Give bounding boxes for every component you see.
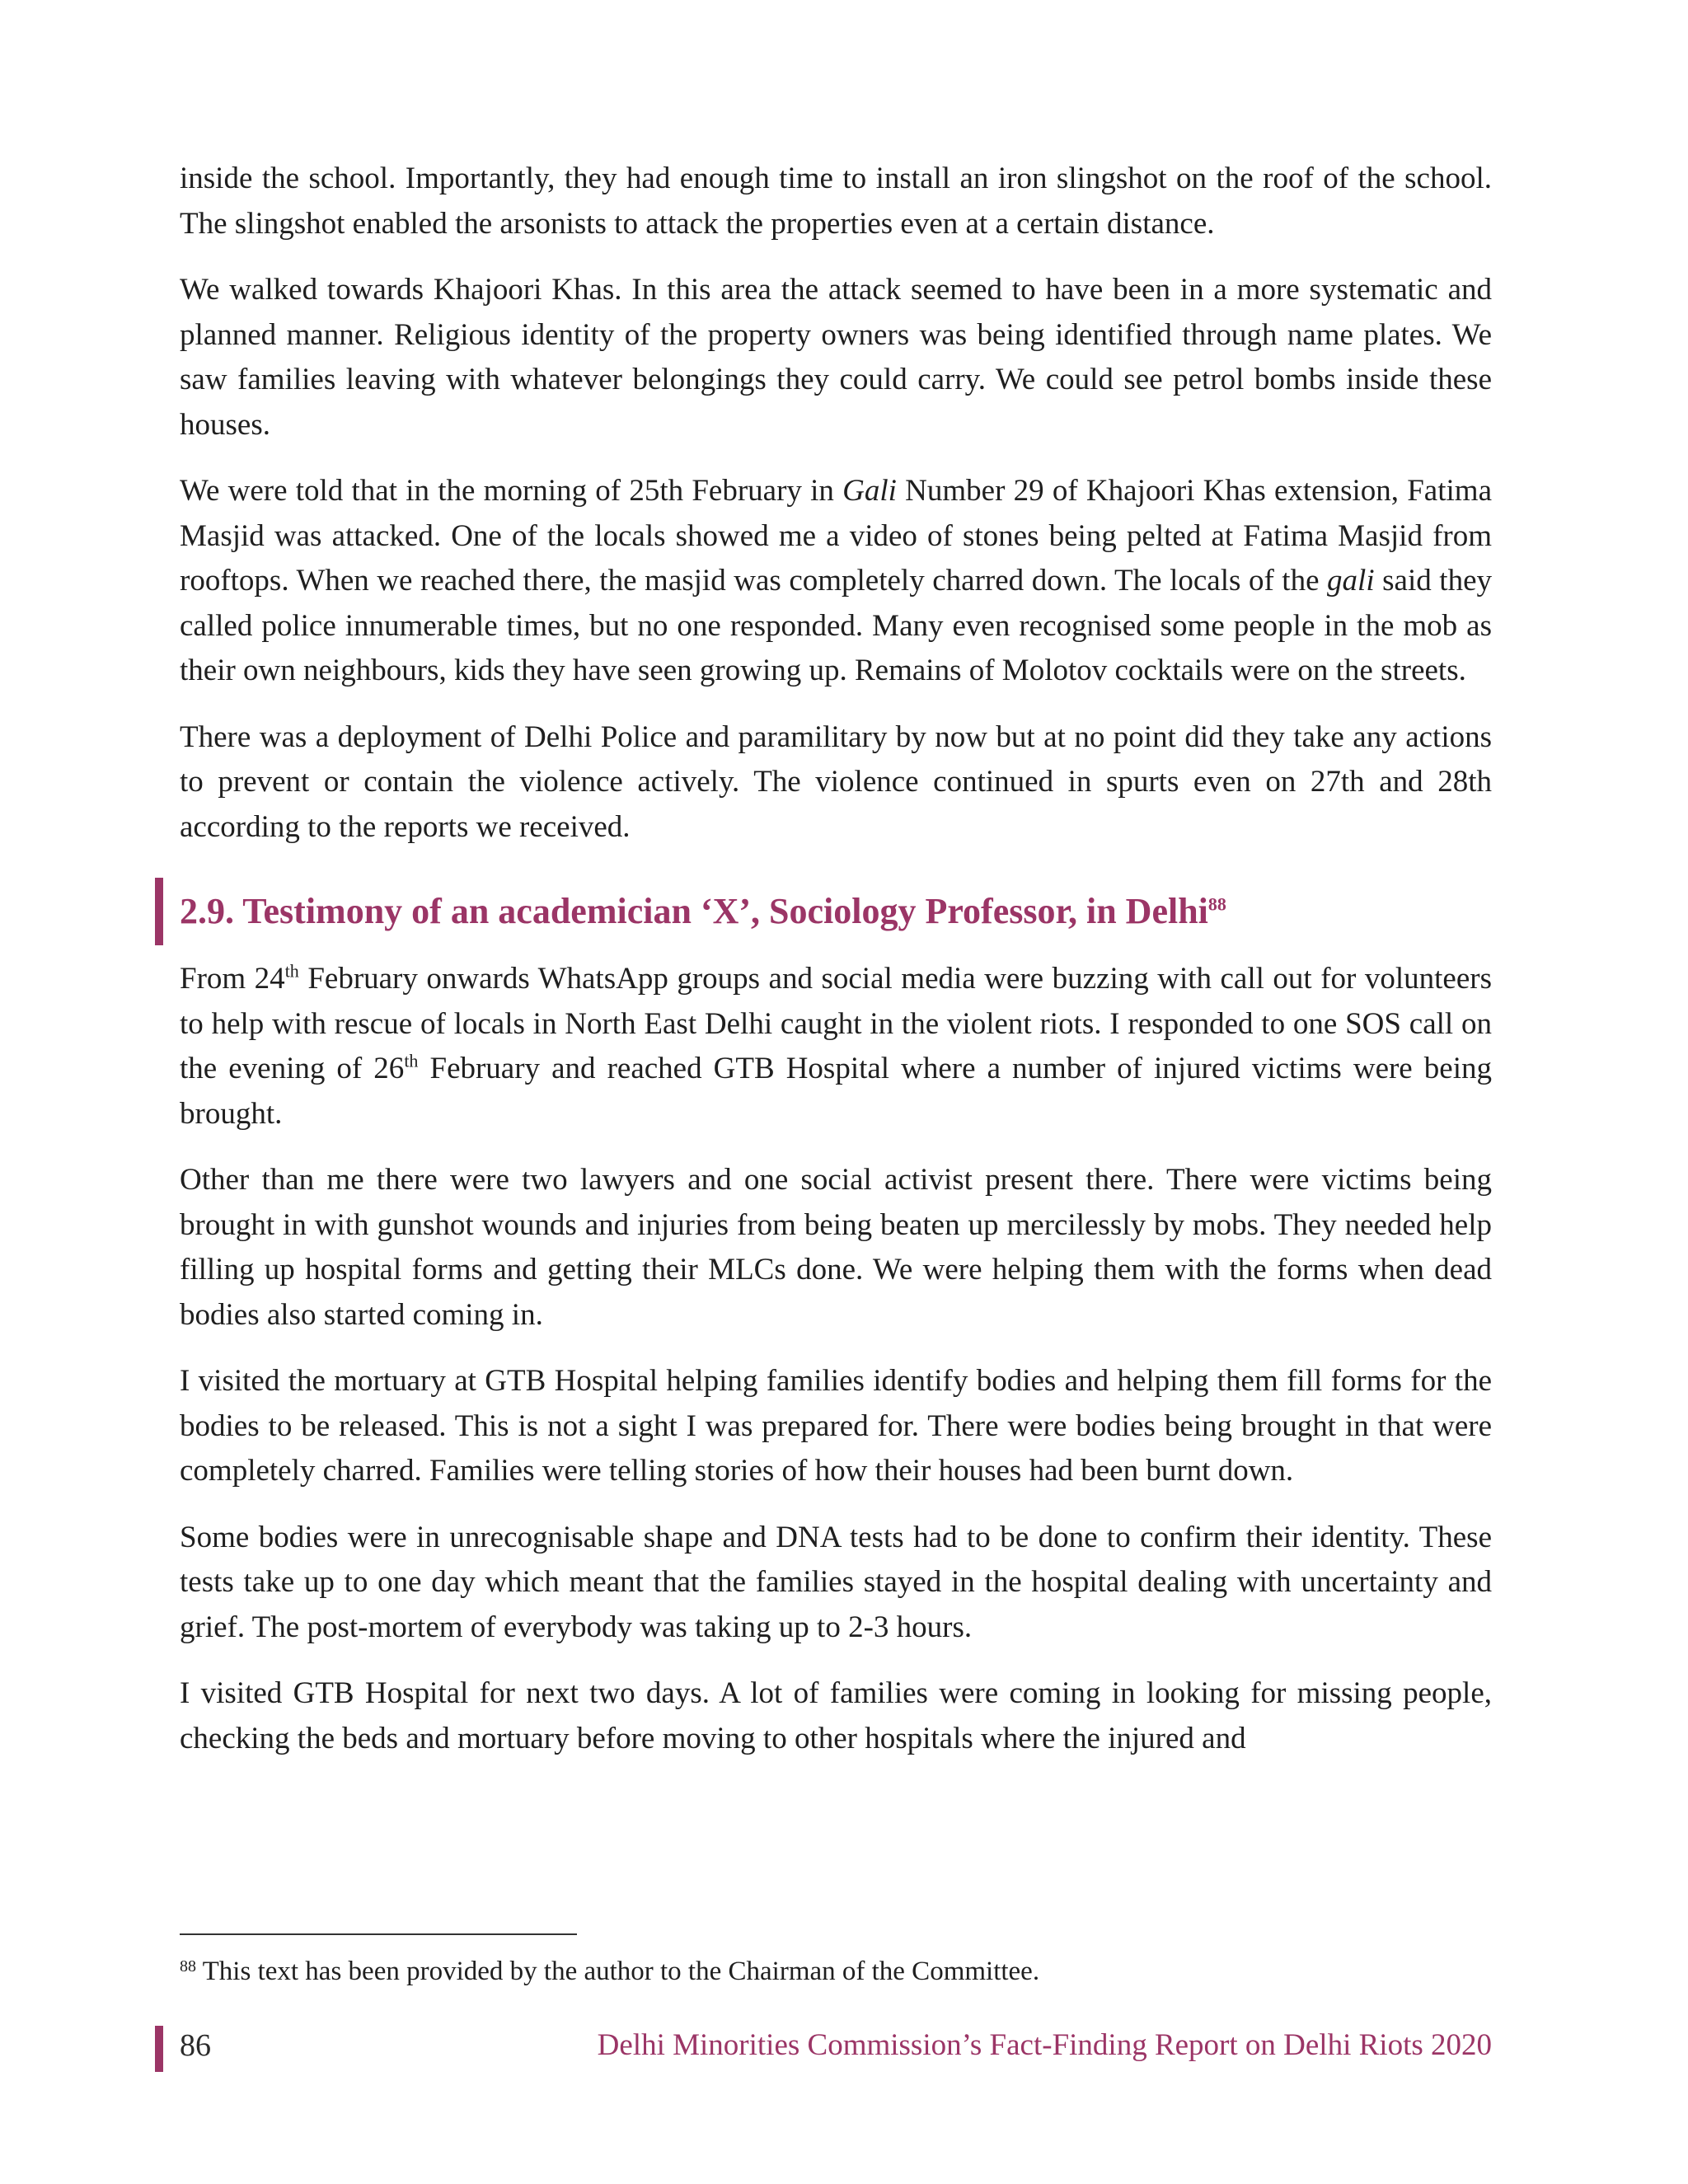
gali-italic: Gali <box>842 474 897 508</box>
paragraph-2: We walked towards Khajoori Khas. In this area the attack seemed to have been in a more systematic and planned manner. Religious identity of the property owners was being identified through name plates. We saw families leaving with whatever belongings they could carry. We could see petrol bombs inside these houses. <box>180 273 1492 442</box>
footer-accent-bar <box>155 2026 163 2072</box>
paragraph-1: inside the school. Importantly, they had enough time to install an iron slingshot on the roof of the school. The slingshot enabled the arsonists to attack the properties even at a certain distance. <box>180 162 1492 241</box>
heading-accent-bar <box>155 878 163 945</box>
page-number: 86 <box>180 2028 211 2063</box>
footnote-number: 88 <box>180 1957 196 1975</box>
paragraph-7: I visited the mortuary at GTB Hospital helping families identify bodies and helping them fill forms for the bodies to be released. This is not a sight I was prepared for. There were bodies being brought in that were completely charred. Families were telling stories of how their houses had been burnt down. <box>180 1364 1492 1488</box>
section-title: 2.9. Testimony of an academician ‘X’, Sociology Professor, in Delhi <box>180 891 1208 931</box>
paragraph-5: From 24th February onwards WhatsApp groups and social media were buzzing with call out for volunteers to help with rescue of locals in North East Delhi caught in the violent riots. I responded to one SOS call on the evening of 26th February and reached GTB Hospital where a number of injured victims were being brought. <box>180 960 1492 1131</box>
footnote-text: This text has been provided by the author to the Chairman of the Committee. <box>196 1957 1040 1986</box>
running-title: Delhi Minorities Commission’s Fact-Finding Report on Delhi Riots 2020 <box>597 2028 1492 2062</box>
page-body <box>180 157 1492 1783</box>
footnote-reference: 88 <box>1207 893 1226 915</box>
section-heading <box>180 889 1492 934</box>
paragraph-6: Other than me there were two lawyers and one social activist present there. There were victims being brought in with gunshot wounds and injuries from being beaten up mercilessly by mobs. They needed help filling up hospital forms and getting their MLCs done. We were helping them with the forms when dead bodies also started coming in. <box>180 1163 1492 1332</box>
paragraph-9: I visited GTB Hospital for next two days. A lot of families were coming in looking for missing people, checking the beds and mortuary before moving to other hospitals where the injured and <box>180 1676 1492 1755</box>
footnote-divider <box>180 1933 577 1935</box>
gali-italic: gali <box>1327 564 1375 598</box>
paragraph-4: There was a deployment of Delhi Police and paramilitary by now but at no point did they take any actions to prevent or contain the violence actively. The violence continued in spurts even on 27th and 28th according to the reports we received. <box>180 719 1492 844</box>
footnote <box>180 1953 1492 1990</box>
page-footer <box>155 2022 1492 2072</box>
paragraph-3: We were told that in the morning of 25th February in Gali Number 29 of Khajoori Khas extension, Fatima Masjid was attacked. One of the locals showed me a video of stones being pelted at Fatima Masjid from rooftops. When we reached there, the masjid was completely charred down. The locals of the gali said they called police innumerable times, but no one responded. Many even recognised some people in the mob as their own neighbours, kids they have seen growing up. Remains of Molotov cocktails were on the streets. <box>180 474 1492 687</box>
paragraph-8: Some bodies were in unrecognisable shape and DNA tests had to be done to confirm their identity. These tests take up to one day which meant that the families stayed in the hospital dealing with uncertainty and grief. The post-mortem of everybody was taking up to 2-3 hours. <box>180 1520 1492 1644</box>
